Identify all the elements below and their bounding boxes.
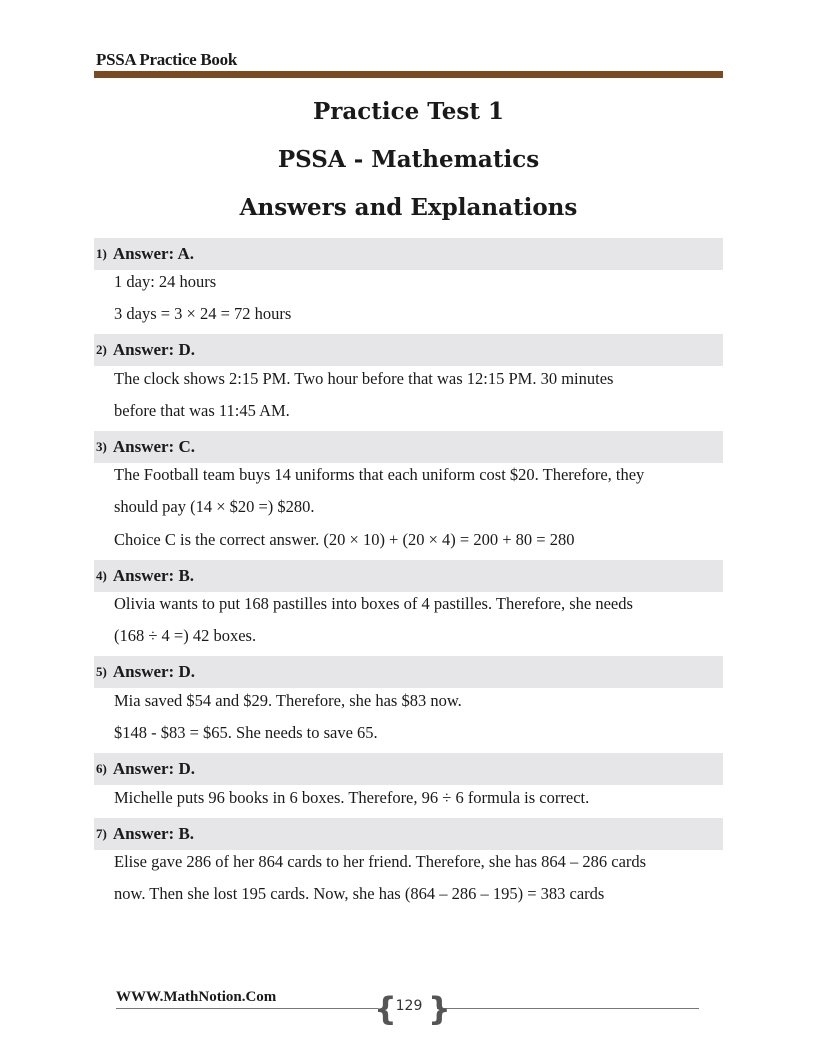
answer-header-7	[94, 818, 723, 850]
answer-label: Answer: D.	[112, 340, 195, 359]
question-number: 1)	[96, 246, 107, 261]
question-number: 3)	[96, 439, 107, 454]
page-number: 129	[395, 998, 423, 1014]
question-number: 4)	[96, 568, 107, 583]
explanation-line: The Football team buys 14 uniforms that each uniform cost $20. Therefore, they	[114, 465, 645, 484]
answer-header-4	[94, 560, 723, 592]
explanation-line: before that was 11:45 AM.	[114, 401, 290, 420]
title-answers: Answers and Explanations	[239, 194, 578, 221]
question-number: 7)	[96, 826, 107, 841]
footer-rule-left	[116, 1008, 378, 1009]
answer-label: Answer: D.	[112, 759, 195, 778]
header-rule	[94, 71, 723, 78]
title-subject: PSSA - Mathematics	[277, 146, 540, 173]
footer-website: WWW.MathNotion.Com	[116, 989, 277, 1005]
explanation-line: should pay (14 × $20 =) $280.	[114, 497, 315, 516]
explanation-line: (168 ÷ 4 =) 42 boxes.	[114, 626, 257, 645]
explanation-line: Choice C is the correct answer. (20 × 10) + (20 × 4) = 200 + 80 = 280	[114, 530, 575, 549]
explanation-line: Mia saved $54 and $29. Therefore, she has $83 now.	[114, 691, 462, 710]
answer-label: Answer: C.	[112, 437, 195, 456]
explanation-line: now. Then she lost 195 cards. Now, she has (864 – 286 – 195) = 383 cards	[114, 884, 605, 903]
explanation-line: Michelle puts 96 books in 6 boxes. Therefore, 96 ÷ 6 formula is correct.	[114, 788, 590, 807]
explanation-line: Elise gave 286 of her 864 cards to her friend. Therefore, she has 864 – 286 cards	[114, 852, 647, 871]
title-practice-test: Practice Test 1	[312, 98, 505, 125]
answer-header-1	[94, 238, 723, 270]
explanation-line: $148 - $83 = $65. She needs to save 65.	[114, 723, 378, 742]
question-number: 2)	[96, 342, 107, 357]
left-brace-icon: {	[374, 990, 397, 1028]
answer-header-2	[94, 334, 723, 366]
question-number: 5)	[96, 664, 107, 679]
answer-header-3	[94, 431, 723, 463]
footer-rule-right	[437, 1008, 699, 1009]
explanation-line: 3 days = 3 × 24 = 72 hours	[114, 304, 292, 323]
answer-header-5	[94, 656, 723, 688]
right-brace-icon: }	[428, 990, 451, 1028]
answer-label: Answer: B.	[112, 566, 195, 585]
explanation-line: The clock shows 2:15 PM. Two hour before that was 12:15 PM. 30 minutes	[114, 369, 614, 388]
explanation-line: Olivia wants to put 168 pastilles into boxes of 4 pastilles. Therefore, she needs	[114, 594, 633, 613]
answer-label: Answer: B.	[112, 824, 195, 843]
question-number: 6)	[96, 761, 107, 776]
answer-label: Answer: A.	[112, 244, 195, 263]
answer-label: Answer: D.	[112, 662, 195, 681]
running-head: PSSA Practice Book	[96, 50, 237, 69]
answer-header-6	[94, 753, 723, 785]
explanation-line: 1 day: 24 hours	[114, 272, 217, 291]
